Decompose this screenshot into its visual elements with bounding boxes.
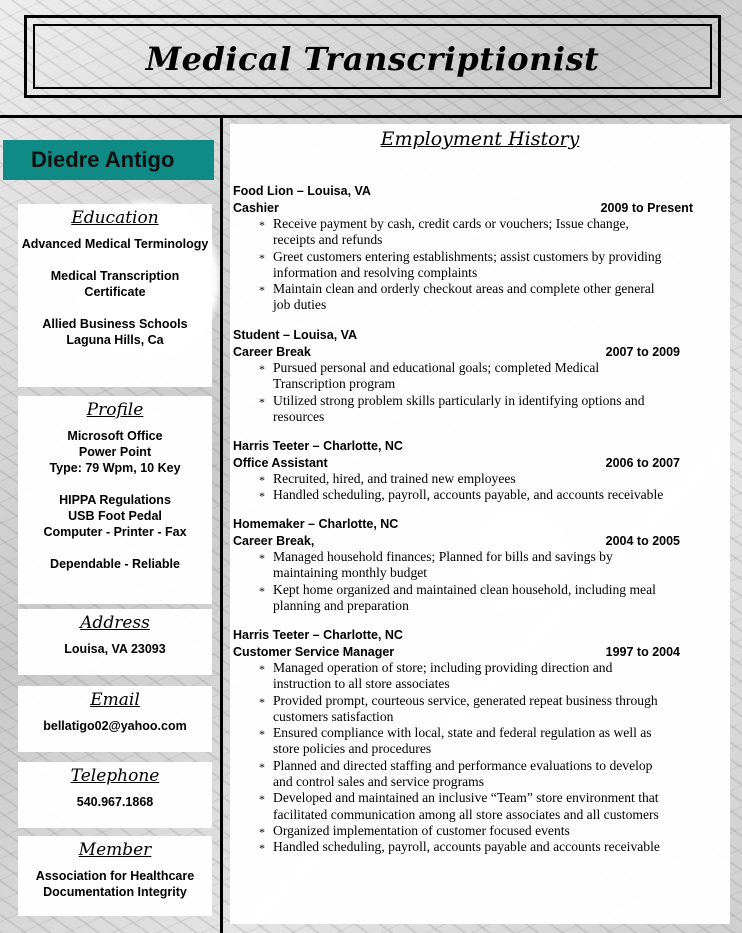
job-role: Cashier (233, 200, 279, 215)
job-bullet: * Planned and directed staffing and performance evaluations to develop and control sales and service programs (259, 758, 680, 791)
telephone-value: 540.967.1868 (76, 795, 154, 809)
job-dates: 1997 to 2004 (605, 644, 680, 659)
job-entry (233, 183, 693, 314)
job-bullet: * Handled scheduling, payroll, accounts payable and accounts receivable (259, 839, 680, 855)
resume-title: Medical Transcriptionist (145, 40, 600, 78)
telephone-heading: Telephone (70, 766, 160, 786)
email-value[interactable]: bellatigo02@yahoo.com (43, 719, 187, 733)
job-bullet: * Utilized strong problem skills particularly in identifying options and resources (259, 393, 680, 426)
telephone-box (18, 762, 212, 828)
job-bullet: * Pursued personal and educational goals; completed Medical Transcription program (259, 360, 680, 393)
job-employer: Harris Teeter – Charlotte, NC (233, 439, 403, 453)
job-bullet: * Developed and maintained an inclusive “Team” store environment that facilitated communication among all store associates and all customers (259, 790, 680, 823)
member-heading: Member (78, 840, 152, 860)
address-box (18, 609, 212, 675)
job-bullet: * Provided prompt, courteous service, generated repeat business through customers satisfaction (259, 693, 680, 726)
job-bullet: * Maintain clean and orderly checkout areas and complete other general job duties (259, 281, 693, 314)
job-dates: 2007 to 2009 (605, 344, 680, 359)
profile-box (18, 396, 212, 604)
education-item: Medical Transcription (50, 269, 180, 283)
job-role: Office Assistant (233, 455, 328, 470)
job-bullet: * Receive payment by cash, credit cards or vouchers; Issue change, receipts and refunds (259, 216, 693, 249)
member-box (18, 836, 212, 916)
job-role: Career Break, (233, 533, 315, 548)
job-bullet: * Handled scheduling, payroll, accounts payable, and accounts receivable (259, 487, 680, 503)
profile-item: Dependable - Reliable (50, 557, 180, 571)
education-item: Laguna Hills, Ca (66, 333, 164, 347)
education-item: Allied Business Schools (42, 317, 188, 331)
profile-item: HIPPA Regulations (59, 493, 171, 507)
profile-item: Microsoft Office (67, 429, 163, 443)
job-entry (233, 516, 680, 614)
job-dates: 2009 to Present (600, 200, 693, 215)
job-entry (233, 627, 680, 856)
address-heading: Address (80, 613, 150, 633)
title-banner (24, 15, 721, 98)
employment-heading: Employment History (380, 128, 580, 150)
job-bullet: * Managed household finances; Planned for bills and savings by maintaining monthly budget (259, 549, 680, 582)
education-item: Certificate (84, 285, 146, 299)
job-bullet: * Recruited, hired, and trained new employees (259, 471, 680, 487)
job-employer: Food Lion – Louisa, VA (233, 184, 371, 198)
job-entry (233, 327, 680, 425)
education-heading: Education (71, 208, 159, 228)
job-bullet: * Kept home organized and maintained clean household, including meal planning and preparation (259, 582, 680, 615)
header-divider (0, 115, 742, 118)
job-employer: Homemaker – Charlotte, NC (233, 517, 399, 531)
job-role: Career Break (233, 344, 311, 359)
column-divider (220, 115, 223, 933)
education-item: Advanced Medical Terminology (21, 237, 209, 251)
profile-item: Type: 79 Wpm, 10 Key (49, 461, 181, 475)
job-dates: 2004 to 2005 (605, 533, 680, 548)
profile-item: USB Foot Pedal (68, 509, 162, 523)
job-employer: Harris Teeter – Charlotte, NC (233, 628, 403, 642)
profile-item: Computer - Printer - Fax (43, 525, 187, 539)
email-box (18, 686, 212, 752)
profile-item: Power Point (78, 445, 152, 459)
member-item: Association for Healthcare (35, 869, 195, 883)
member-item: Documentation Integrity (43, 885, 187, 899)
job-bullet: * Greet customers entering establishments; assist customers by providing information and resolving complaints (259, 249, 693, 282)
email-heading: Email (90, 690, 140, 710)
address-value: Louisa, VA 23093 (64, 642, 166, 656)
job-role: Customer Service Manager (233, 644, 395, 659)
profile-heading: Profile (86, 400, 144, 420)
job-bullet: * Ensured compliance with local, state and federal regulation as well as store policies and procedures (259, 725, 680, 758)
job-dates: 2006 to 2007 (605, 455, 680, 470)
job-bullet: * Organized implementation of customer focused events (259, 823, 680, 839)
candidate-name: Diedre Antigo (3, 140, 214, 180)
job-bullet: * Managed operation of store; including providing direction and instruction to all store associates (259, 660, 680, 693)
job-employer: Student – Louisa, VA (233, 328, 358, 342)
education-box (18, 204, 212, 387)
employment-panel (230, 124, 730, 924)
job-entry (233, 438, 680, 504)
